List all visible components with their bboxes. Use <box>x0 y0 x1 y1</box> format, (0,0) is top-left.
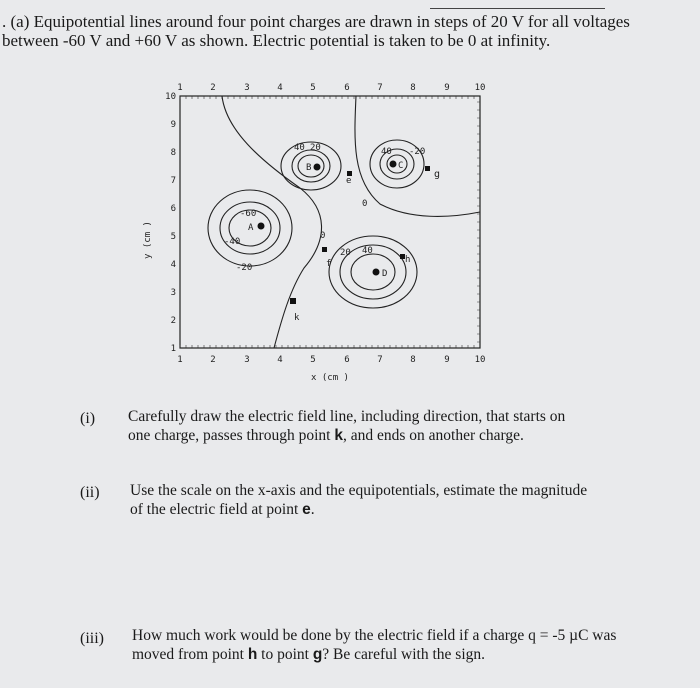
question-2-body: Use the scale on the x-axis and the equipotentials, estimate the magnitude of the electric field at point <box>130 482 588 518</box>
x-tick-1: 1 <box>177 355 183 365</box>
top-tick-9: 9 <box>444 83 450 93</box>
y-tick-3: 3 <box>170 288 176 298</box>
plot-svg <box>140 80 520 390</box>
question-3-point-h: h <box>247 646 258 663</box>
contour-a-20: -20 <box>236 263 253 273</box>
point-e-label: e <box>346 176 352 186</box>
top-tick-labels <box>177 83 485 93</box>
top-tick-10: 10 <box>474 83 486 93</box>
x-tick-5: 5 <box>310 355 316 365</box>
x-tick-6: 6 <box>344 355 350 365</box>
charge-c-label: C <box>398 161 404 171</box>
top-tick-8: 8 <box>410 83 416 93</box>
y-tick-2: 2 <box>170 316 176 326</box>
charge-b-dot <box>314 164 321 171</box>
y-tick-4: 4 <box>170 260 176 270</box>
question-2-number: (ii) <box>80 484 100 501</box>
top-tick-2: 2 <box>210 83 216 93</box>
y-tick-10: 10 <box>165 92 176 102</box>
top-tick-7: 7 <box>377 83 383 93</box>
y-tick-6: 6 <box>170 204 176 214</box>
y-tick-7: 7 <box>170 176 176 186</box>
charge-b-label: B <box>306 163 312 173</box>
question-2-text <box>130 481 600 519</box>
bottom-tick-labels <box>177 355 485 365</box>
x-tick-9: 9 <box>444 355 450 365</box>
contour-zero-2: 0 <box>362 199 368 209</box>
x-tick-7: 7 <box>377 355 383 365</box>
point-g-marker <box>425 166 430 171</box>
zero-equipotentials <box>222 96 480 348</box>
question-3-body: How much work would be done by the electric field if a charge q = -5 µC was moved from point <box>132 627 617 663</box>
y-tick-1: 1 <box>170 344 176 354</box>
contour-a-40: -40 <box>224 237 241 247</box>
question-1-body: Carefully draw the electric field line, including direction, that starts on one charge, passes through point <box>128 408 566 444</box>
contour-b-20: 20 <box>310 143 321 153</box>
x-axis-label: x (cm ) <box>311 373 349 383</box>
y-tick-8: 8 <box>170 148 176 158</box>
top-tick-1: 1 <box>177 83 183 93</box>
point-g-label: g <box>434 169 441 180</box>
top-tick-4: 4 <box>277 83 283 93</box>
question-2-point: e <box>302 501 311 518</box>
question-1-point: k <box>334 427 343 444</box>
contour-b-40: 40 <box>294 143 305 153</box>
name-blank-line <box>430 8 605 9</box>
point-f-label: f <box>326 259 332 269</box>
x-tick-4: 4 <box>277 355 283 365</box>
charge-a-label: A <box>248 223 254 233</box>
y-axis-label: y (cm ) <box>143 221 153 259</box>
top-tick-6: 6 <box>344 83 350 93</box>
equipotential-plot <box>140 80 520 390</box>
x-tick-10: 10 <box>474 355 486 365</box>
question-3-point-g: g <box>312 646 323 663</box>
zero-line-left <box>222 96 322 348</box>
x-tick-3: 3 <box>244 355 250 365</box>
question-1-number: (i) <box>80 410 96 427</box>
top-tick-5: 5 <box>310 83 316 93</box>
minor-ticks <box>180 96 480 348</box>
charge-d-label: D <box>382 269 388 279</box>
x-tick-2: 2 <box>210 355 216 365</box>
contour-c-40: 40 <box>381 147 392 157</box>
contour-a-60: -60 <box>240 209 257 219</box>
contour-c-20: -20 <box>409 147 426 157</box>
question-3-tail: ? Be careful with the sign. <box>322 646 485 663</box>
x-tick-8: 8 <box>410 355 416 365</box>
y-tick-5: 5 <box>170 232 176 242</box>
plot-frame <box>180 96 480 348</box>
contour-d-20: 20 <box>340 248 351 258</box>
point-h-label: h <box>405 255 411 265</box>
left-tick-labels <box>165 92 176 354</box>
charge-c-dot <box>390 161 397 168</box>
charge-d-dot <box>373 269 380 276</box>
question-3-mid: to point <box>257 646 313 663</box>
contour-zero-1: 0 <box>320 231 326 241</box>
problem-intro: . (a) Equipotential lines around four point charges are drawn in steps of 20 V for all voltages between -60 V and +60 V as shown. Electric potential is taken to be 0 at infinity. <box>2 12 630 50</box>
point-k-marker <box>290 298 296 304</box>
question-3-number: (iii) <box>80 630 104 647</box>
question-1-text <box>128 407 588 445</box>
question-1-tail: , and ends on another charge. <box>342 427 524 444</box>
point-k-label: k <box>294 313 300 323</box>
top-tick-3: 3 <box>244 83 250 93</box>
contour-d-40: 40 <box>362 246 373 256</box>
question-3-text <box>132 626 632 664</box>
charge-a-dot <box>258 223 265 230</box>
point-f-marker <box>322 247 327 252</box>
y-tick-9: 9 <box>170 120 176 130</box>
question-2-tail: . <box>310 501 315 518</box>
